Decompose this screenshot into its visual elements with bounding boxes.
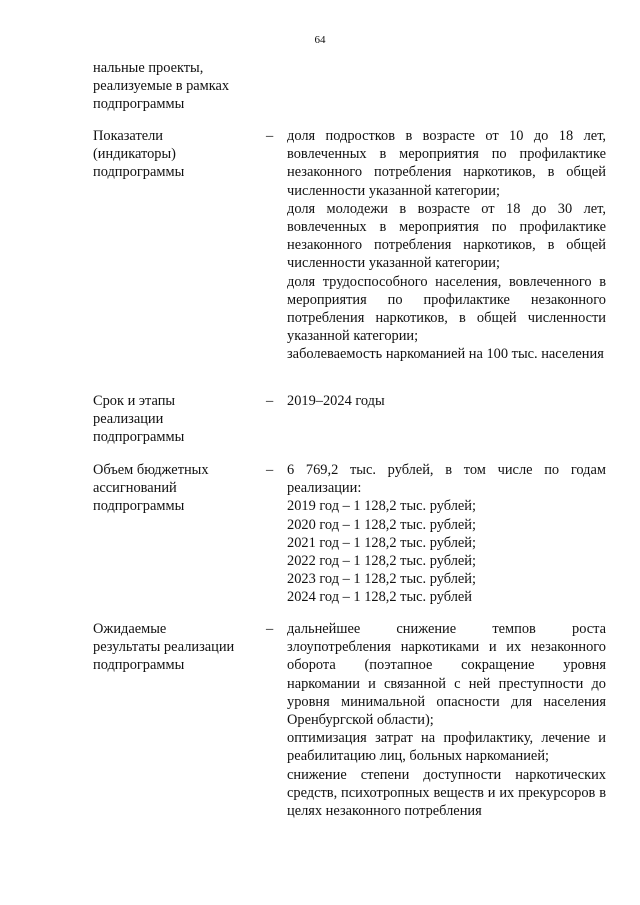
row-label: Срок и этапы реализации подпрограммы	[93, 393, 185, 446]
row-label: Показатели (индикаторы) подпрограммы	[93, 128, 185, 181]
row-dash: –	[266, 621, 274, 637]
value-paragraph: снижение степени доступности наркотических средств, психотропных веществ и их прекурсоров в целях незаконного потребления	[287, 766, 606, 820]
row-value	[287, 461, 606, 607]
value-paragraph: заболеваемость наркоманией на 100 тыс. населения	[287, 346, 604, 363]
value-paragraph: 2022 год – 1 128,2 тыс. рублей;	[287, 553, 476, 570]
row-dash: –	[266, 128, 274, 144]
row-label: Ожидаемые результаты реализации подпрограммы	[93, 621, 235, 674]
row-dash: –	[266, 462, 274, 478]
row-value	[287, 127, 606, 364]
value-paragraph: 2019 год – 1 128,2 тыс. рублей;	[287, 498, 476, 515]
row-label: нальные проекты, реализуемые в рамках подпрограммы	[93, 60, 230, 113]
row-label: Объем бюджетных ассигнований подпрограммы	[93, 462, 209, 515]
value-paragraph: 2023 год – 1 128,2 тыс. рублей;	[287, 571, 476, 588]
row-value	[287, 620, 606, 820]
value-paragraph: 2019–2024 годы	[287, 393, 385, 409]
value-paragraph: 2024 год – 1 128,2 тыс. рублей	[287, 589, 472, 606]
value-paragraph: 2021 год – 1 128,2 тыс. рублей;	[287, 534, 476, 551]
value-paragraph: 6 769,2 тыс. рублей, в том числе по годам реализации:	[287, 462, 606, 497]
value-paragraph: доля трудоспособного населения, вовлеченного в мероприятия по профилактике незаконного потребления наркотиков, в общей численности указанной категории;	[287, 273, 606, 345]
value-paragraph: доля молодежи в возрасте от 18 до 30 лет, вовлеченных в мероприятия по профилактике незаконного потребления наркотиков, в общей численности указанной категории;	[287, 200, 606, 272]
value-paragraph: дальнейшее снижение темпов роста злоупотребления наркотиками и их незаконного оборота (поэтапное сокращение уровня наркомании и связанной с ней преступности до уровня минимальной опасности для населения Оренбургской области);	[287, 621, 606, 729]
value-paragraph: 2020 год – 1 128,2 тыс. рублей;	[287, 516, 476, 533]
row-dash: –	[266, 393, 274, 409]
value-paragraph: доля подростков в возрасте от 10 до 18 лет, вовлеченных в мероприятия по профилактике незаконного потребления наркотиков, в общей численности указанной категории;	[287, 128, 606, 199]
page-number: 64	[314, 34, 326, 46]
value-paragraph: оптимизация затрат на профилактику, лечение и реабилитацию лиц, больных наркоманией;	[287, 730, 606, 765]
row-value	[287, 392, 606, 410]
